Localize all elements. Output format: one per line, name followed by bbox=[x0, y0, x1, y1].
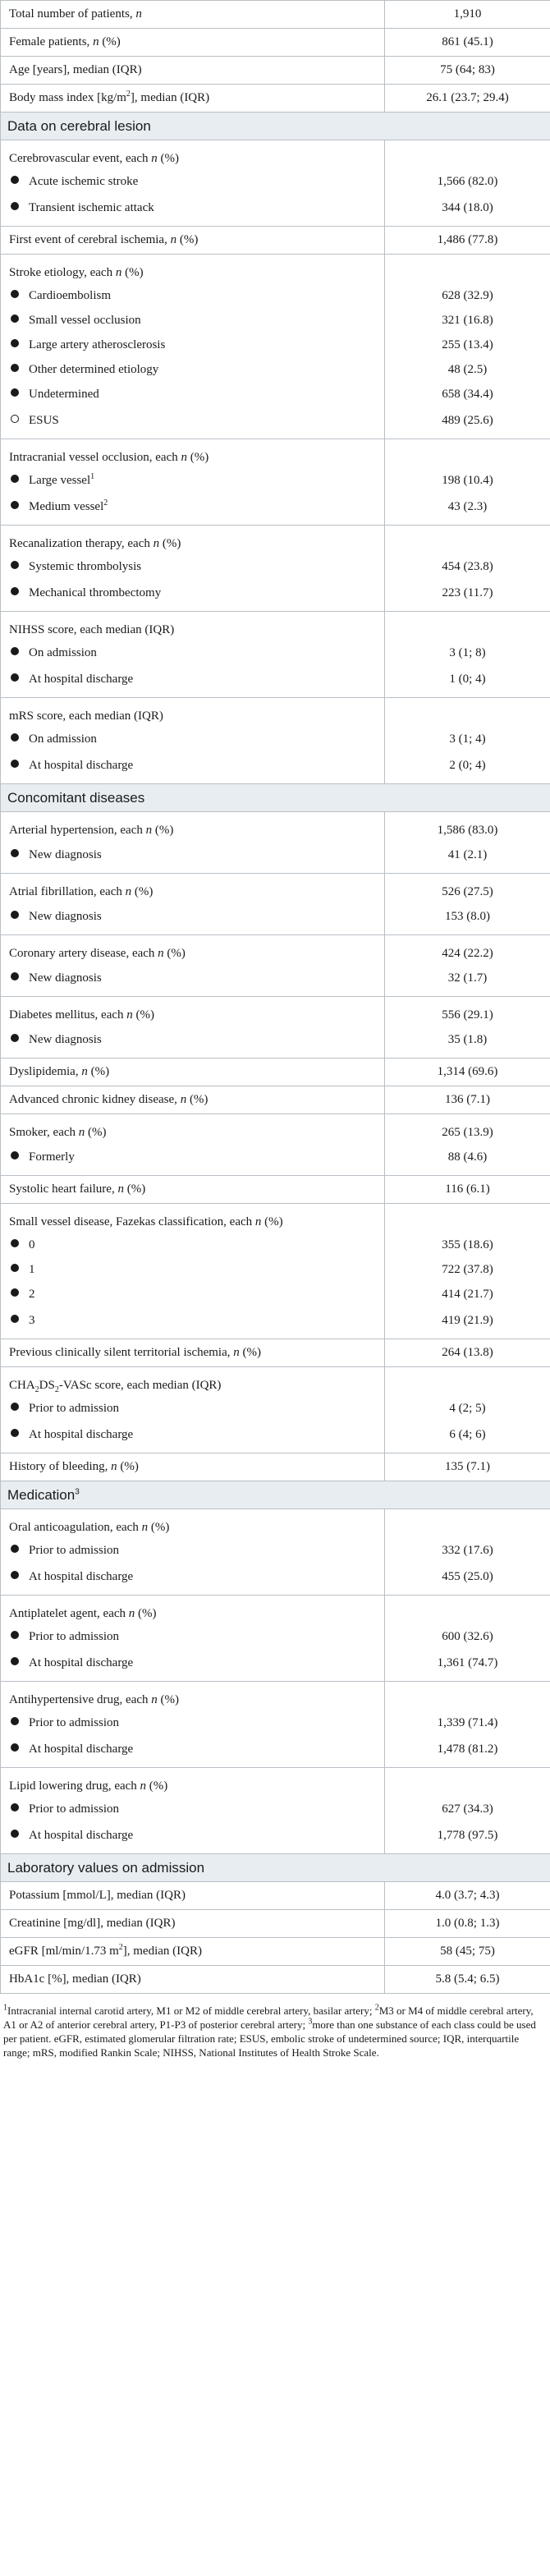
subitem-value: 3 (1; 4) bbox=[449, 732, 486, 746]
row-value: 116 (6.1) bbox=[385, 1176, 550, 1204]
group-total: 526 (27.5) bbox=[442, 885, 493, 898]
subitem-value: 454 (23.8) bbox=[442, 560, 493, 573]
row-label: Potassium [mmol/L], median (IQR) bbox=[1, 1882, 385, 1910]
subitem bbox=[9, 1261, 378, 1286]
row-value: 4.0 (3.7; 4.3) bbox=[385, 1882, 550, 1910]
group-values bbox=[385, 812, 550, 874]
subitem bbox=[9, 1311, 378, 1339]
subitem bbox=[9, 755, 378, 783]
subitem-label: Prior to admission bbox=[29, 1630, 120, 1643]
subitem-value: 2 (0; 4) bbox=[449, 759, 486, 772]
subitem bbox=[9, 1542, 378, 1567]
section-header bbox=[1, 1481, 550, 1509]
subitem-label: At hospital discharge bbox=[29, 673, 134, 686]
group-total: 1,586 (83.0) bbox=[437, 824, 498, 837]
group-title: Arterial hypertension, each n (%) bbox=[9, 824, 174, 837]
subitem-value: 455 (25.0) bbox=[442, 1570, 493, 1583]
group-labels bbox=[1, 1682, 385, 1768]
group-row bbox=[1, 1204, 550, 1339]
subitem-value: 153 (8.0) bbox=[445, 910, 490, 923]
row-label: Creatinine [mg/dl], median (IQR) bbox=[1, 1910, 385, 1938]
group-total bbox=[388, 1521, 547, 1542]
subitem-label: New diagnosis bbox=[29, 1033, 102, 1046]
group-labels bbox=[1, 612, 385, 698]
group-total: 556 (29.1) bbox=[442, 1008, 493, 1022]
subitem-value: 419 (21.9) bbox=[442, 1314, 493, 1327]
subitem-label: Prior to admission bbox=[29, 1402, 120, 1415]
row-label: Previous clinically silent territorial ischemia, n (%) bbox=[1, 1339, 385, 1367]
subitem-value: 627 (34.3) bbox=[442, 1802, 493, 1816]
bullet-icon bbox=[11, 972, 19, 980]
table-row bbox=[1, 85, 550, 112]
subitem-label: On admission bbox=[29, 732, 97, 746]
group-row bbox=[1, 439, 550, 526]
group-values bbox=[385, 1204, 550, 1339]
group-row bbox=[1, 997, 550, 1058]
row-label: eGFR [ml/min/1.73 $m^2$], median (IQR) bbox=[1, 1938, 385, 1966]
subitem-label: 3 bbox=[29, 1314, 35, 1327]
group-title: Atrial fibrillation, each n (%) bbox=[9, 885, 154, 898]
group-labels bbox=[1, 1509, 385, 1596]
bullet-icon bbox=[11, 647, 19, 655]
bullet-icon bbox=[11, 733, 19, 742]
table-row bbox=[1, 1938, 550, 1966]
row-label: Systolic heart failure, n (%) bbox=[1, 1176, 385, 1204]
bullet-icon bbox=[11, 1288, 19, 1297]
row-value: 264 (13.8) bbox=[385, 1339, 550, 1367]
group-row bbox=[1, 935, 550, 997]
row-value: 58 (45; 75) bbox=[385, 1938, 550, 1966]
bullet-icon bbox=[11, 176, 19, 184]
subitem-value: 223 (11.7) bbox=[442, 586, 493, 599]
section-header bbox=[1, 1854, 550, 1882]
bullet-icon bbox=[11, 1631, 19, 1639]
group-labels bbox=[1, 935, 385, 997]
subitem-label: New diagnosis bbox=[29, 848, 102, 861]
table-row bbox=[1, 1966, 550, 1994]
subitem-label: Systemic thrombolysis bbox=[29, 560, 142, 573]
subitem-value: 4 (2; 5) bbox=[449, 1402, 486, 1415]
group-values bbox=[385, 1114, 550, 1176]
subitem bbox=[9, 1147, 378, 1175]
section-header bbox=[1, 784, 550, 812]
group-labels bbox=[1, 439, 385, 526]
group-total: 265 (13.9) bbox=[442, 1126, 493, 1139]
subitem-value: 43 (2.3) bbox=[447, 500, 488, 513]
table-row bbox=[1, 1339, 550, 1367]
subitem-value: 600 (32.6) bbox=[442, 1630, 493, 1643]
group-title: $CHA_2DS_2$-VASc score, each median (IQR) bbox=[9, 1379, 222, 1394]
subitem bbox=[9, 337, 378, 361]
bullet-icon bbox=[11, 1803, 19, 1811]
bullet-icon bbox=[11, 1239, 19, 1247]
subitem-value: 6 (4; 6) bbox=[449, 1428, 486, 1441]
subitem bbox=[9, 361, 378, 386]
row-label: First event of cerebral ischemia, n (%) bbox=[1, 227, 385, 255]
subitem-value: 355 (18.6) bbox=[442, 1238, 493, 1251]
row-label: Female patients, n (%) bbox=[1, 29, 385, 57]
subitem-label: ESUS bbox=[29, 414, 59, 427]
group-total bbox=[388, 623, 547, 645]
table-row bbox=[1, 1, 550, 29]
group-row bbox=[1, 1768, 550, 1854]
subitem-value: 41 (2.1) bbox=[447, 848, 488, 861]
subitem bbox=[9, 1628, 378, 1653]
group-row bbox=[1, 812, 550, 874]
subitem bbox=[9, 558, 378, 583]
group-row bbox=[1, 255, 550, 439]
subitem-label: At hospital discharge bbox=[29, 1428, 134, 1441]
subitem-label: Cardioembolism bbox=[29, 289, 111, 302]
group-row bbox=[1, 526, 550, 612]
subitem-value: 1,478 (81.2) bbox=[437, 1743, 498, 1756]
subitem-label: Prior to admission bbox=[29, 1716, 120, 1729]
bullet-icon bbox=[11, 1657, 19, 1665]
subitem bbox=[9, 312, 378, 337]
group-title: Coronary artery disease, each n (%) bbox=[9, 947, 186, 960]
row-value: 135 (7.1) bbox=[385, 1453, 550, 1481]
group-labels bbox=[1, 1204, 385, 1339]
subitem-value: 414 (21.7) bbox=[442, 1288, 493, 1301]
subitem bbox=[9, 173, 378, 198]
group-title: Antiplatelet agent, each n (%) bbox=[9, 1607, 157, 1620]
group-row bbox=[1, 1596, 550, 1682]
section-title: Laboratory values on admission bbox=[1, 1854, 550, 1882]
group-labels bbox=[1, 1768, 385, 1854]
group-total bbox=[388, 709, 547, 731]
subitem-value: 1,778 (97.5) bbox=[437, 1829, 498, 1842]
subitem bbox=[9, 1653, 378, 1681]
group-labels bbox=[1, 874, 385, 935]
subitem-value: 628 (32.9) bbox=[442, 289, 493, 302]
bullet-icon bbox=[11, 849, 19, 857]
group-labels bbox=[1, 1367, 385, 1453]
group-labels bbox=[1, 526, 385, 612]
group-title: Recanalization therapy, each n (%) bbox=[9, 537, 181, 550]
subitem-label: Large vessel$^1$ bbox=[29, 472, 95, 487]
row-label: History of bleeding, n (%) bbox=[1, 1453, 385, 1481]
row-label: Age [years], median (IQR) bbox=[1, 57, 385, 85]
row-value: 1.0 (0.8; 1.3) bbox=[385, 1910, 550, 1938]
subitem-label: Acute ischemic stroke bbox=[29, 175, 139, 188]
section-title: Concomitant diseases bbox=[1, 784, 550, 812]
table-row bbox=[1, 1910, 550, 1938]
group-total bbox=[388, 537, 547, 558]
bullet-icon bbox=[11, 1830, 19, 1838]
subitem-value: 1 (0; 4) bbox=[449, 673, 486, 686]
group-row bbox=[1, 1367, 550, 1453]
bullet-icon bbox=[11, 911, 19, 919]
group-values bbox=[385, 935, 550, 997]
subitem-label: At hospital discharge bbox=[29, 1829, 134, 1842]
subitem-value: 722 (37.8) bbox=[442, 1263, 493, 1276]
bullet-icon bbox=[11, 1743, 19, 1752]
group-values bbox=[385, 1682, 550, 1768]
bullet-icon bbox=[11, 339, 19, 347]
subitem-label: 0 bbox=[29, 1238, 35, 1251]
row-value: 1,314 (69.6) bbox=[385, 1058, 550, 1086]
subitem-value: 658 (34.4) bbox=[442, 388, 493, 401]
group-row bbox=[1, 1114, 550, 1176]
row-label: Advanced chronic kidney disease, n (%) bbox=[1, 1086, 385, 1114]
subitem-label: New diagnosis bbox=[29, 971, 102, 985]
subitem-label: Undetermined bbox=[29, 388, 99, 401]
subitem-label: Mechanical thrombectomy bbox=[29, 586, 162, 599]
group-values bbox=[385, 526, 550, 612]
subitem-value: 88 (4.6) bbox=[447, 1150, 488, 1164]
subitem bbox=[9, 1567, 378, 1595]
subitem-label: 1 bbox=[29, 1263, 35, 1276]
subitem bbox=[9, 845, 378, 873]
subitem-label: Transient ischemic attack bbox=[29, 201, 154, 214]
group-title: Antihypertensive drug, each n (%) bbox=[9, 1693, 180, 1706]
group-values bbox=[385, 140, 550, 227]
subitem-value: 344 (18.0) bbox=[442, 201, 493, 214]
section-title: Data on cerebral lesion bbox=[1, 112, 550, 140]
group-values bbox=[385, 439, 550, 526]
group-labels bbox=[1, 1114, 385, 1176]
subitem-label: Prior to admission bbox=[29, 1544, 120, 1557]
subitem-value: 1,339 (71.4) bbox=[437, 1716, 498, 1729]
subitem bbox=[9, 198, 378, 226]
bullet-icon bbox=[11, 1315, 19, 1323]
bullet-icon bbox=[11, 1034, 19, 1042]
bullet-icon bbox=[11, 673, 19, 682]
group-values bbox=[385, 997, 550, 1058]
table-row bbox=[1, 1058, 550, 1086]
bullet-icon bbox=[11, 1403, 19, 1411]
row-label: Body mass index $[kg/m^2]$, median (IQR) bbox=[1, 85, 385, 112]
row-value: 26.1 (23.7; 29.4) bbox=[385, 85, 550, 112]
subitem-label: Prior to admission bbox=[29, 1802, 120, 1816]
table-row bbox=[1, 1086, 550, 1114]
bullet-icon bbox=[11, 587, 19, 595]
subitem bbox=[9, 1400, 378, 1425]
subitem-label: Small vessel occlusion bbox=[29, 314, 141, 327]
bullet-icon bbox=[11, 315, 19, 323]
subitem-value: 321 (16.8) bbox=[442, 314, 493, 327]
subitem-label: At hospital discharge bbox=[29, 759, 134, 772]
subitem-value: 332 (17.6) bbox=[442, 1544, 493, 1557]
group-values bbox=[385, 255, 550, 439]
row-value: 75 (64; 83) bbox=[385, 57, 550, 85]
group-title: mRS score, each median (IQR) bbox=[9, 709, 163, 723]
subitem-label: On admission bbox=[29, 646, 97, 659]
subitem-value: 1,566 (82.0) bbox=[437, 175, 498, 188]
group-row bbox=[1, 140, 550, 227]
group-title: Cerebrovascular event, each n (%) bbox=[9, 152, 179, 165]
subitem bbox=[9, 1286, 378, 1311]
subitem-label: At hospital discharge bbox=[29, 1743, 134, 1756]
group-total bbox=[388, 1779, 547, 1801]
subitem-value: 32 (1.7) bbox=[447, 971, 488, 985]
group-title: Diabetes mellitus, each n (%) bbox=[9, 1008, 155, 1022]
subitem bbox=[9, 472, 378, 497]
subitem-label: New diagnosis bbox=[29, 910, 102, 923]
subitem bbox=[9, 968, 378, 996]
table-row bbox=[1, 1453, 550, 1481]
subitem-value: 489 (25.6) bbox=[442, 414, 493, 427]
group-values bbox=[385, 698, 550, 784]
group-title: Small vessel disease, Fazekas classification, each n (%) bbox=[9, 1215, 283, 1228]
open-bullet-icon bbox=[11, 415, 19, 423]
group-row bbox=[1, 1509, 550, 1596]
section-title: Medication$^3$ bbox=[1, 1481, 550, 1509]
row-value: 136 (7.1) bbox=[385, 1086, 550, 1114]
subitem-label: 2 bbox=[29, 1288, 35, 1301]
group-labels bbox=[1, 812, 385, 874]
row-value: 1,486 (77.8) bbox=[385, 227, 550, 255]
section-header bbox=[1, 112, 550, 140]
group-total bbox=[388, 1607, 547, 1628]
bullet-icon bbox=[11, 1264, 19, 1272]
group-row bbox=[1, 874, 550, 935]
bullet-icon bbox=[11, 760, 19, 768]
row-value: 1,910 bbox=[385, 1, 550, 29]
group-values bbox=[385, 1768, 550, 1854]
bullet-icon bbox=[11, 202, 19, 210]
subitem bbox=[9, 583, 378, 611]
subitem bbox=[9, 1739, 378, 1767]
bullet-icon bbox=[11, 561, 19, 569]
group-total bbox=[388, 1215, 547, 1237]
subitem-label: Medium vessel$^2$ bbox=[29, 498, 108, 513]
bullet-icon bbox=[11, 1151, 19, 1159]
group-total: 424 (22.2) bbox=[442, 947, 493, 960]
group-labels bbox=[1, 140, 385, 227]
row-label: Total number of patients, n bbox=[1, 1, 385, 29]
subitem-label: Formerly bbox=[29, 1150, 75, 1164]
subitem-value: 35 (1.8) bbox=[447, 1033, 488, 1046]
row-label: Dyslipidemia, n (%) bbox=[1, 1058, 385, 1086]
group-values bbox=[385, 1367, 550, 1453]
subitem bbox=[9, 731, 378, 755]
group-labels bbox=[1, 698, 385, 784]
group-total bbox=[388, 451, 547, 472]
subitem-label: Other determined etiology bbox=[29, 363, 159, 376]
subitem bbox=[9, 497, 378, 525]
table-footnote: $^1$Intracranial internal carotid artery, M1 or M2 of middle cerebral artery, basilar artery; $^2$M3 or M4 of middle cerebral artery, A1 or A2 of anterior cerebral artery, P1-P3 of posterior cerebral artery; $^3$more than one substance of each class could be used per patient. eGFR, estimated glomerular filtration rate; ESUS, embolic stroke of undetermined source; IQR, interquartile range; mRS, modified Rankin Scale; NIHSS, National Institutes of Health Stroke Scale. bbox=[3, 2003, 536, 2059]
bullet-icon bbox=[11, 1429, 19, 1437]
table-row bbox=[1, 227, 550, 255]
group-values bbox=[385, 1509, 550, 1596]
group-title: Intracranial vessel occlusion, each n (%) bbox=[9, 451, 209, 464]
group-total bbox=[388, 152, 547, 173]
group-row bbox=[1, 612, 550, 698]
group-title: Smoker, each n (%) bbox=[9, 1126, 107, 1139]
group-row bbox=[1, 698, 550, 784]
group-title: Oral anticoagulation, each n (%) bbox=[9, 1521, 170, 1534]
subitem-label: At hospital discharge bbox=[29, 1656, 134, 1669]
row-label: HbA1c [%], median (IQR) bbox=[1, 1966, 385, 1994]
subitem-label: At hospital discharge bbox=[29, 1570, 134, 1583]
table-row bbox=[1, 1176, 550, 1204]
group-title: Stroke etiology, each n (%) bbox=[9, 266, 144, 279]
subitem bbox=[9, 1030, 378, 1058]
subitem-label: Large artery atherosclerosis bbox=[29, 338, 166, 351]
subitem-value: 255 (13.4) bbox=[442, 338, 493, 351]
subitem bbox=[9, 907, 378, 934]
group-labels bbox=[1, 997, 385, 1058]
group-row bbox=[1, 1682, 550, 1768]
subitem bbox=[9, 669, 378, 697]
subitem-value: 198 (10.4) bbox=[442, 474, 493, 487]
group-values bbox=[385, 1596, 550, 1682]
subitem bbox=[9, 287, 378, 312]
group-values bbox=[385, 612, 550, 698]
bullet-icon bbox=[11, 501, 19, 509]
subitem bbox=[9, 1237, 378, 1261]
group-labels bbox=[1, 255, 385, 439]
subitem bbox=[9, 1425, 378, 1453]
group-title: Lipid lowering drug, each n (%) bbox=[9, 1779, 168, 1793]
subitem-value: 48 (2.5) bbox=[447, 363, 488, 376]
group-values bbox=[385, 874, 550, 935]
bullet-icon bbox=[11, 1571, 19, 1579]
bullet-icon bbox=[11, 388, 19, 397]
subitem bbox=[9, 1801, 378, 1825]
subitem-value: 3 (1; 8) bbox=[449, 646, 486, 659]
group-total bbox=[388, 1379, 547, 1400]
subitem bbox=[9, 645, 378, 669]
bullet-icon bbox=[11, 1717, 19, 1725]
subitem bbox=[9, 386, 378, 411]
bullet-icon bbox=[11, 475, 19, 483]
row-value: 5.8 (5.4; 6.5) bbox=[385, 1966, 550, 1994]
group-total bbox=[388, 266, 547, 287]
table-row bbox=[1, 29, 550, 57]
bullet-icon bbox=[11, 364, 19, 372]
subitem bbox=[9, 1715, 378, 1739]
group-total bbox=[388, 1693, 547, 1715]
group-title: NIHSS score, each median (IQR) bbox=[9, 623, 175, 636]
subitem bbox=[9, 1825, 378, 1853]
bullet-icon bbox=[11, 1545, 19, 1553]
table-row bbox=[1, 57, 550, 85]
subitem-value: 1,361 (74.7) bbox=[437, 1656, 498, 1669]
subitem bbox=[9, 411, 378, 439]
bullet-icon bbox=[11, 290, 19, 298]
row-value: 861 (45.1) bbox=[385, 29, 550, 57]
table-row bbox=[1, 1882, 550, 1910]
group-labels bbox=[1, 1596, 385, 1682]
